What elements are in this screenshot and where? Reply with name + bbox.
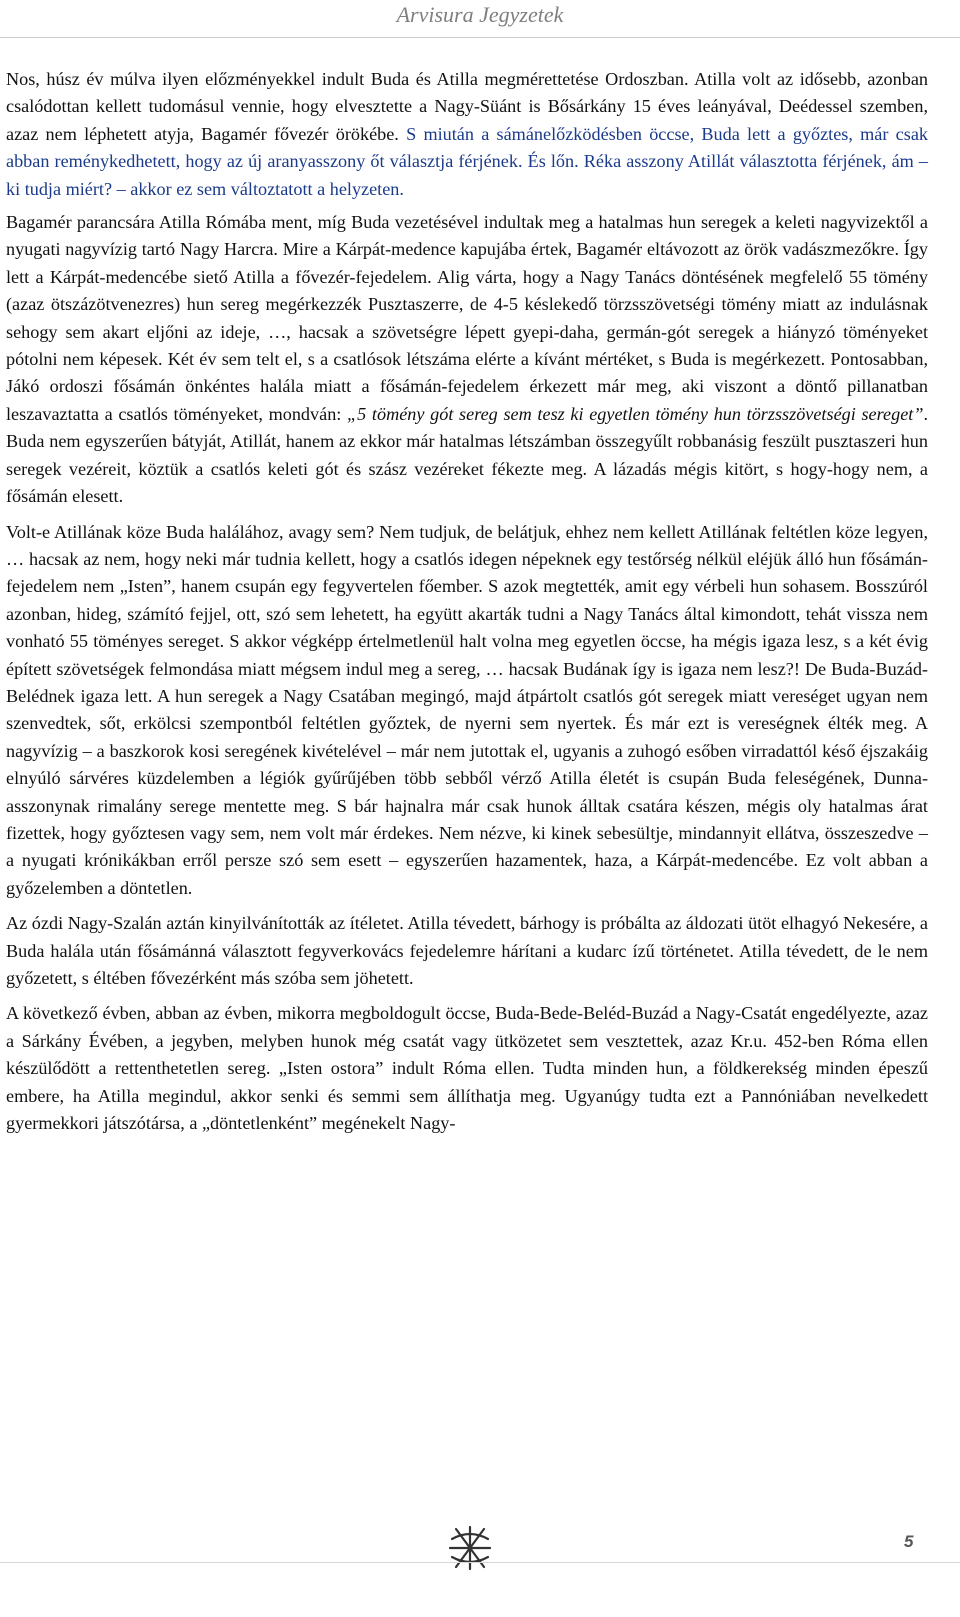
paragraph-3: Volt-e Atillának köze Buda halálához, avagy sem? Nem tudjuk, de belátjuk, ehhez nem kellett Atillának feltétlen köze legyen, … hacsak az nem, hogy neki már tudnia kellett, hogy a csatlós idegen népeknek egy testőrség nélkül eléjük álló hun fősámán-fejedelem nem „Isten”, hanem csupán egy fegyvertelen főember. S azok megtették, amit egy vérbeli hun sohasem. Bosszúról azonban, hideg, számító fejjel, ott, szó sem lehetett, ha együtt akarták tudni a Nagy Tanács által kimondott, tehát vissza nem vonható 55 töményes sereget. S akkor végképp értelmetlenül halt volna meg egyetlen öccse, ha mégis igaza lesz, s a két évig épített szövetségek felmondása miatt mégsem indul meg a sereg, … hacsak Budának így is igaza nem lesz?! De Buda-Buzád-Belédnek igaza lett. A hun seregek a Nagy Csatában megingó, majd átpártolt csatlós gót seregek miatt vereséget ugyan nem szenvedtek, sőt, erkölcsi szempontból feltétlen győztek, de nyerni sem nyertek. És már ezt is vereségnek élték meg. A nagyvízig – a baszkorok kosi seregének kivételével – már nem jutottak el, ugyanis a zuhogó esőben virradattól késő éjszakáig elnyúló sárvéres küzdelemben a légiók gyűrűjében több sebből vérző Atilla életét is csupán Buda feleségének, Dunna-asszonynak rimalány serege mentette meg. S bár hajnalra már csak hunok álltak csatára készen, mégis oly hatalmas árat fizettek, hogy győztesen vagy sem, nem volt már érdekes. Nem nézve, ki kinek sebesültje, mindannyit ellátva, összeszedve – a nyugati krónikákban erről persze szó sem esett – egyszerűen hazamentek, haza, a Kárpát-medencébe. Ez volt abban a győzelemben a döntetlen. (6, 521, 928, 898)
paragraph-4: Az ózdi Nagy-Szalán aztán kinyilvánították az ítéletet. Atilla tévedett, bárhogy is próbálta az áldozati ütöt elhagyó Nekesére, a Buda halála után fősámánná választott fegyverkovács fejedelemre hárítani a kudarc ízű történetet. Atilla tévedett, de le nem győzetett, s éltében fővezérként más szóba sem jöhetett. (6, 913, 928, 988)
page-number: 5 (904, 1532, 914, 1551)
arvisura-emblem-icon (444, 1525, 496, 1571)
paragraph-1-rest: S miután a sámánelőzködésben öccse, Buda lett a győztes, már csak abban reménykedhetett, hogy az új aranyasszony őt választja férjének. És lőn. Réka asszony Atillát választotta férjének, ám – ki tudja miért? – akkor ez sem változtatott a helyzeten. (6, 123, 928, 199)
paragraph-2-quote: „5 tömény gót sereg sem tesz ki egyetlen tömény hun törzsszövetségi sereget” (347, 403, 924, 424)
paragraph-5: A következő évben, abban az évben, mikorra megboldogult öccse, Buda-Bede-Beléd-Buzád a Nagy-Csatát engedélyezte, azaz a Sárkány Évében, a jegyben, melyben hunok még csatát vagy ütközetet sem vesztettek, azaz Kr.u. 452-ben Róma ellen készülődött a rettenthetetlen sereg. „Isten ostora” indult Róma ellen. Tudta minden hun, a földkerekség minden épeszű embere, ha Atilla megindul, akkor senki és semmi sem állíthatja meg. Ugyanúgy tudta ezt a Pannóniában nevelkedett gyermekkori játszótársa, a „döntetlenként” megénekelt Nagy- (6, 1003, 928, 1134)
footer-divider (0, 1562, 960, 1563)
paragraph-1-lead: Nos, húsz év múlva ilyen előzményekkel indult Buda és Atilla megmérettetése Ordoszban. Atilla volt az idősebb, azonban csalódottan kellett tudomásul vennie, hogy elvesztette a Nagy-Süánt is Bősárkány 15 éves leányával, Deédessel szemben, azaz nem léphetett atyja, Bagamér fővezér örökébe. (6, 69, 928, 144)
document-body (6, 66, 928, 1145)
paragraph-2-before: Bagamér parancsára Atilla Rómába ment, míg Buda vezetésével indultak meg a hatalmas hun seregek a keleti nagyvizektől a nyugati nagyvízig tartó Nagy Harcra. Mire a Kárpát-medence kapujába értek, Bagamér eltávozott az örök vadászmezőkre. Így lett a Kárpát-medencébe siető Atilla a fővezér-fejedelem. Alig várta, hogy a Nagy Tanács döntésének megfelelő 55 tömény (azaz ötszázötvenezres) hun sereg megérkezzék Pusztaszerre, de 4-5 késlekedő törzsszövetségi tömény miatt az indulásnak sehogy sem akart eljőni az ideje, …, hacsak a szövetségre lépett gyepi-daha, germán-gót seregek a hiányzó töményeket pótolni nem képesek. Két év sem telt el, s a csatlósok létszáma elérte a kívánt mértéket, s Buda is megérkezett. Pontosabban, Jákó ordoszi fősámán önkéntes halála miatt a fősámán-fejedelem érkezett már meg, aki viszont a döntő pillanatban leszavaztatta a csatlós töményeket, mondván: (6, 212, 928, 424)
paragraph-2-after: . Buda nem egyszerűen bátyját, Atillát, hanem az ekkor már hatalmas létszámban összegyűlt robbanásig feszült pusztaszeri hun seregek vezéreit, köztük a csatlós keleti gót és szász vezéreket fékezte meg. A lázadás mégis kitört, s hogy-hogy nem, a fősámán elesett. (6, 403, 928, 507)
paragraph-1 (6, 66, 928, 203)
paragraph-2 (6, 209, 928, 510)
header-divider (0, 37, 960, 38)
page-header-title: Arvisura Jegyzetek (396, 2, 564, 27)
